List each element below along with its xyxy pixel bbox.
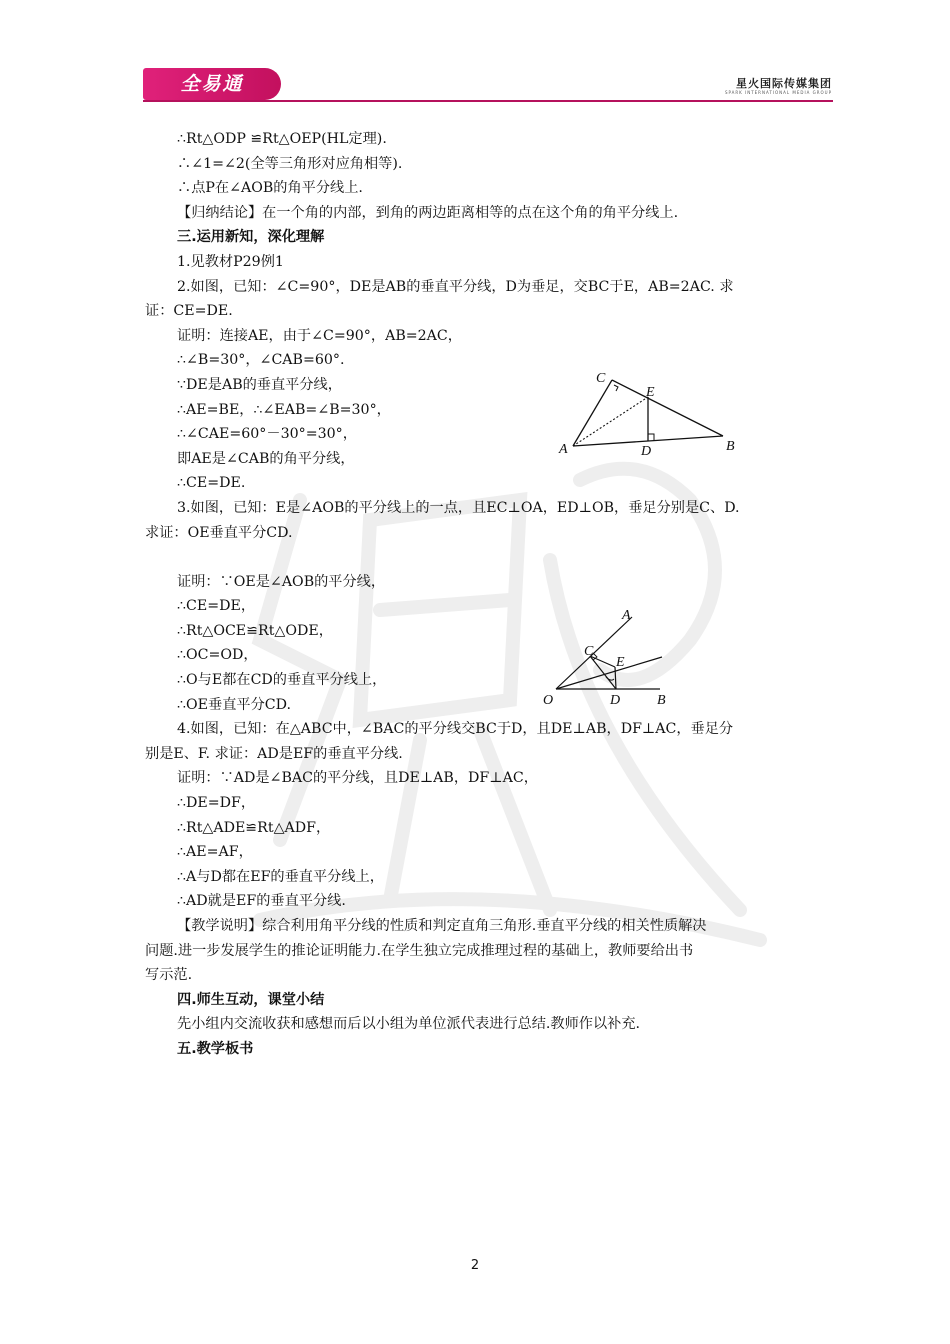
spacer (145, 545, 810, 570)
section-title-4: 四.师生互动，课堂小结 (177, 991, 325, 1008)
label-b: B (726, 439, 735, 454)
proof-line: ∴Rt△ADE≌Rt△ADF， (177, 819, 331, 836)
segment-ed (615, 667, 616, 689)
proof-line: ∴AD就是EF的垂直平分线. (177, 893, 346, 910)
proof-line: 证明：连接AE，由于∠C=90°，AB=2AC， (177, 327, 462, 344)
arc-mark (606, 677, 614, 680)
header-divider (143, 100, 833, 102)
bisector-oe (556, 657, 662, 689)
section-title-3: 三.运用新知，深化理解 (177, 229, 325, 246)
proof-line: ∴OE垂直平分CD. (177, 696, 291, 713)
problem-4-line: 4.如图，已知：在△ABC中，∠BAC的平分线交BC于D，且DE⊥AB，DF⊥AC，垂足分 (177, 721, 734, 738)
page-header (0, 0, 950, 110)
document-body (145, 127, 810, 1062)
teaching-note-line: 问题.进一步发展学生的推论证明能力.在学生独立完成推理过程的基础上，教师要给出书 (145, 942, 694, 959)
brand-name-cn: 星火国际传媒集团 (736, 77, 832, 90)
proof-line: 证明：∵OE是∠AOB的平分线， (177, 573, 386, 590)
proof-line: ∴O与E都在CD的垂直平分线上， (177, 672, 387, 689)
label-c: C (584, 644, 594, 659)
figure-triangle-abc (555, 368, 745, 460)
ray-oa (556, 617, 632, 689)
proof-line: ∴DE=DF， (177, 795, 256, 812)
proof-line: ∴AE=BE，∴∠EAB=∠B=30°， (177, 401, 391, 418)
label-c: C (596, 371, 606, 386)
proof-line: ∴Rt△OCE≌Rt△ODE， (177, 622, 333, 639)
conclusion-note: 【归纳结论】在一个角的内部，到角的两边距离相等的点在这个角的角平分线上. (177, 204, 679, 221)
label-o: O (543, 693, 554, 708)
text-line: ∴Rt△ODP ≌Rt△OEP(HL定理). (177, 131, 387, 147)
proof-line: ∴CE=DE. (177, 475, 246, 492)
text-line: ∴∠1=∠2(全等三角形对应角相等). (177, 155, 403, 172)
teaching-note-line: 【教学说明】综合利用角平分线的性质和判定直角三角形.垂直平分线的相关性质解决 (177, 918, 707, 934)
problem-3-line: 求证：OE垂直平分CD. (145, 524, 293, 541)
problem-2-line: 证：CE=DE. (145, 303, 233, 320)
segment-cb (612, 380, 723, 436)
brand (725, 78, 832, 96)
proof-line: ∴∠CAE=60°－30°=30°， (177, 426, 357, 443)
proof-line: ∵DE是AB的垂直平分线， (177, 376, 342, 393)
section-title-5: 五.教学板书 (177, 1040, 254, 1057)
segment-ae-dotted (573, 397, 648, 446)
segment-ac (573, 380, 612, 446)
problem-3-line: 3.如图，已知：E是∠AOB的平分线上的一点，且EC⊥OA，ED⊥OB，垂足分别是C、D. (177, 499, 740, 516)
text-line: 1.见教材P29例1 (177, 253, 284, 270)
label-d: D (610, 693, 621, 708)
proof-line: ∴A与D都在EF的垂直平分线上， (177, 868, 384, 885)
figure-angle-aob (540, 603, 680, 711)
proof-line: 证明：∵AD是∠BAC的平分线，且DE⊥AB，DF⊥AC， (177, 770, 538, 787)
proof-line: ∴∠B=30°，∠CAB=60°. (177, 352, 345, 369)
proof-line: 即AE是∠CAB的角平分线， (177, 450, 355, 467)
label-a: A (559, 442, 568, 457)
label-a: A (622, 608, 631, 623)
right-angle-d (648, 434, 654, 440)
label-d: D (641, 444, 652, 459)
label-e: E (616, 655, 625, 670)
proof-line: ∴OC=OD， (177, 647, 258, 664)
teaching-note-line: 写示范. (145, 967, 193, 984)
problem-2-line: 2.如图，已知：∠C=90°，DE是AB的垂直平分线，D为垂足，交BC于E，AB=2AC. 求 (177, 278, 734, 295)
text-line: ∴点P在∠AOB的角平分线上. (177, 180, 363, 197)
label-e: E (646, 385, 655, 400)
proof-line: ∴CE=DE， (177, 598, 256, 615)
brand-name-en: SPARK INTERNATIONAL MEDIA GROUP (724, 90, 832, 95)
problem-4-line: 别是E、F. 求证：AD是EF的垂直平分线. (145, 745, 403, 762)
right-angle-c (614, 385, 618, 391)
label-b: B (657, 693, 666, 708)
proof-line: ∴AE=AF， (177, 844, 253, 861)
logo: 全易通 (143, 68, 281, 100)
summary-line: 先小组内交流收获和感想而后以小组为单位派代表进行总结.教师作以补充. (177, 1016, 641, 1033)
page-number: 2 (470, 1258, 480, 1273)
